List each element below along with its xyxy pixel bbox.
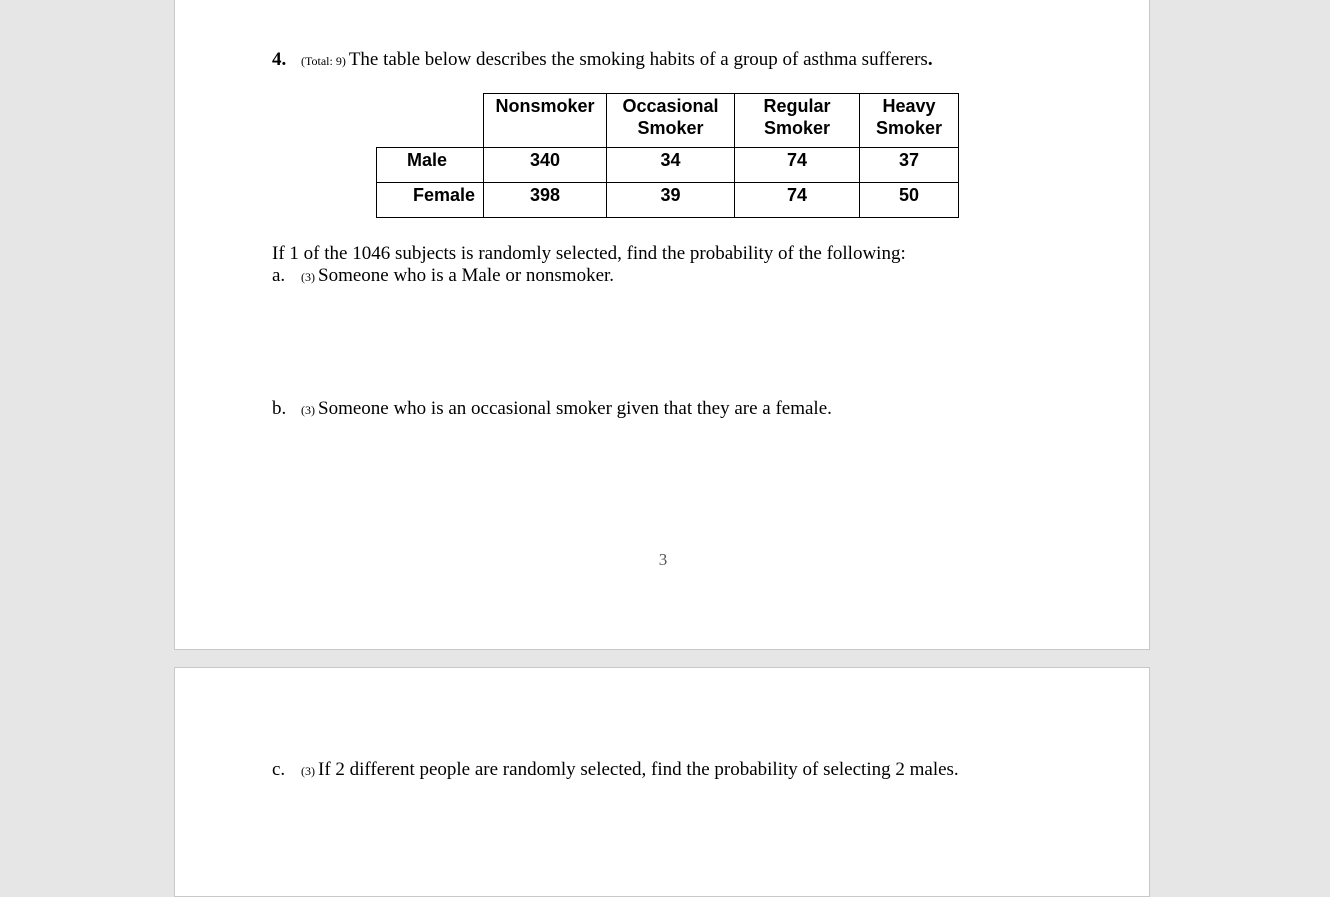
- page-number: 3: [658, 550, 668, 569]
- table-cell: 34: [607, 148, 735, 183]
- part-points: (3): [301, 270, 315, 284]
- header-regular-smoker: [735, 94, 860, 148]
- question-points: (Total: 9): [301, 54, 346, 68]
- header-line1: Nonsmoker: [495, 96, 595, 116]
- header-line2: Smoker: [637, 118, 704, 138]
- question-4: [272, 49, 933, 72]
- header-line1: Heavy: [882, 96, 936, 116]
- question-number: 4.: [272, 49, 287, 70]
- table-corner-cell: [377, 94, 484, 148]
- table-row-female: [377, 183, 959, 218]
- part-text: Someone who is a Male or nonsmoker.: [318, 265, 615, 286]
- table-cell: 74: [735, 183, 860, 218]
- row-label-female: Female: [377, 183, 484, 218]
- header-line1: Occasional: [622, 96, 719, 116]
- header-occasional-smoker: [607, 94, 735, 148]
- table-cell: 50: [860, 183, 959, 218]
- header-line1: Regular: [763, 96, 831, 116]
- part-letter: c.: [272, 759, 286, 780]
- header-nonsmoker: [484, 94, 607, 148]
- part-a: [272, 265, 614, 288]
- header-heavy-smoker: [860, 94, 959, 148]
- header-line2: Smoker: [763, 118, 831, 138]
- question-period: .: [927, 49, 933, 70]
- table-cell: 74: [735, 148, 860, 183]
- part-letter: b.: [272, 398, 287, 419]
- part-text: If 2 different people are randomly selected, find the probability of selecting 2 males.: [318, 759, 959, 780]
- intro-text: If 1 of the 1046 subjects is randomly selected, find the probability of the following:: [272, 243, 906, 264]
- table-row-male: [377, 148, 959, 183]
- table-cell: 398: [484, 183, 607, 218]
- document-page-2: [174, 667, 1150, 897]
- table-cell: 37: [860, 148, 959, 183]
- smoking-habits-table: [376, 93, 959, 218]
- part-c: [272, 759, 959, 782]
- header-line2: Smoker: [875, 118, 943, 138]
- table-cell: 340: [484, 148, 607, 183]
- part-points: (3): [301, 764, 315, 778]
- table-header-row: [377, 94, 959, 148]
- part-letter: a.: [272, 265, 286, 286]
- table-cell: 39: [607, 183, 735, 218]
- row-label-male: Male: [377, 148, 484, 183]
- part-points: (3): [301, 403, 315, 417]
- question-text: The table below describes the smoking habits of a group of asthma sufferers: [348, 49, 928, 70]
- document-page-1: [174, 0, 1150, 650]
- part-text: Someone who is an occasional smoker given that they are a female.: [318, 398, 832, 419]
- part-b: [272, 398, 832, 421]
